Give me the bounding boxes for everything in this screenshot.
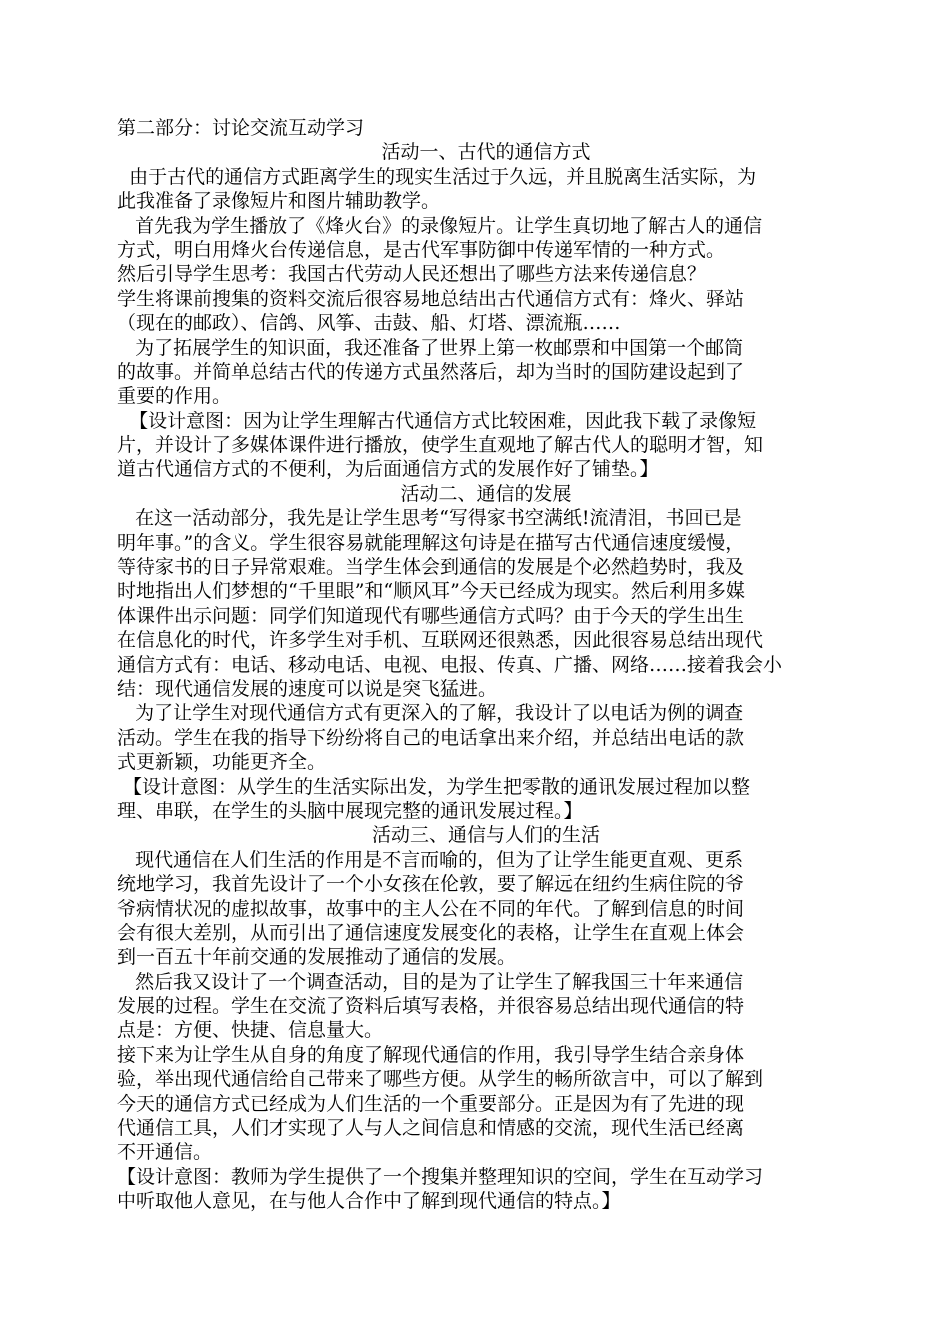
activity-title: 活动三、通信与人们的生活 (371, 824, 600, 847)
paragraph-line: 道古代通信方式的不便利，为后面通信方式的发展作好了铺垫。】 (117, 458, 659, 481)
paragraph-line: （现在的邮政）、信鸽、风筝、击鼓、船、灯塔、漂流瓶…… (117, 312, 621, 335)
paragraph-line: 片，并设计了多媒体课件进行播放，使学生直观地了解古代人的聪明才智，知 (117, 434, 764, 457)
paragraph-line: 活动。学生在我的指导下纷纷将自己的电话拿出来介绍，并总结出电话的款 (117, 726, 745, 749)
paragraph-line: 爷病情状况的虚拟故事，故事中的主人公在不同的年代。了解到信息的时间 (117, 897, 745, 920)
document-page (117, 116, 855, 1214)
paragraph-line: 到一百五十年前交通的发展推动了通信的发展。 (117, 946, 517, 969)
paragraph-line: 点是：方便、快捷、信息量大。 (117, 1019, 384, 1042)
paragraph-line: 等待家书的日子异常艰难。当学生体会到通信的发展是个必然趋势时，我及 (117, 556, 745, 579)
paragraph-line: 式更新颖，功能更齐全。 (117, 751, 327, 774)
paragraph-line: 【设计意图：从学生的生活实际出发，为学生把零散的通讯发展过程加以整 (117, 775, 751, 798)
paragraph-line: 为了让学生对现代通信方式有更深入的了解，我设计了以电话为例的调查 (117, 702, 744, 725)
paragraph-line: 中听取他人意见，在与他人合作中了解到现代通信的特点。】 (117, 1190, 621, 1213)
paragraph-line: 在信息化的时代，许多学生对手机、互联网还很熟悉，因此很容易总结出现代 (117, 629, 764, 652)
paragraph-line: 接下来为让学生从自身的角度了解现代通信的作用，我引导学生结合亲身体 (117, 1043, 745, 1066)
paragraph-line: 不开通信。 (117, 1141, 213, 1164)
paragraph-line: 学生将课前搜集的资料交流后很容易地总结出古代通信方式有：烽火、驿站 (117, 287, 745, 310)
paragraph-line: 发展的过程。学生在交流了资料后填写表格，并很容易总结出现代通信的特 (117, 995, 745, 1018)
paragraph-line: 体课件出示问题：同学们知道现代有哪些通信方式吗？由于今天的学生出生 (117, 604, 745, 627)
paragraph-line: 为了拓展学生的知识面，我还准备了世界上第一枚邮票和中国第一个邮筒 (117, 336, 744, 359)
paragraph-line: 验，举出现代通信给自己带来了哪些方便。从学生的畅所欲言中，可以了解到 (117, 1068, 764, 1091)
activity-title: 活动一、古代的通信方式 (381, 141, 591, 164)
paragraph-line: 首先我为学生播放了《烽火台》的录像短片。让学生真切地了解古人的通信 (117, 214, 763, 237)
paragraph-line: 代通信工具，人们才实现了人与人之间信息和情感的交流，现代生活已经离 (117, 1117, 745, 1140)
paragraph-line: 统地学习，我首先设计了一个小女孩在伦敦，要了解远在纽约生病住院的爷 (117, 873, 745, 896)
paragraph-line: 此我准备了录像短片和图片辅助教学。 (117, 190, 441, 213)
paragraph-line: 的故事。并简单总结古代的传递方式虽然落后，却为当时的国防建设起到了 (117, 360, 745, 383)
paragraph-line: 明年事。”的含义。学生很容易就能理解这句诗是在描写古代通信速度缓慢， (117, 531, 745, 554)
paragraph-line: 今天的通信方式已经成为人们生活的一个重要部分。正是因为有了先进的现 (117, 1092, 745, 1115)
paragraph-line: 然后我又设计了一个调查活动，目的是为了让学生了解我国三十年来通信 (117, 970, 744, 993)
paragraph-line: 结：现代通信发展的速度可以说是突飞猛进。 (117, 677, 498, 700)
paragraph-line: 通信方式有：电话、移动电话、电视、电报、传真、广播、网络……接着我会小 (117, 653, 783, 676)
paragraph-line: 由于古代的通信方式距离学生的现实生活过于久远，并且脱离生活实际，为 (117, 165, 757, 188)
paragraph-line: 会有很大差别，从而引出了通信速度发展变化的表格，让学生在直观上体会 (117, 921, 745, 944)
section-heading: 第二部分：讨论交流互动学习 (117, 117, 365, 139)
paragraph-line: 方式，明白用烽火台传递信息，是古代军事防御中传递军情的一种方式。 (117, 238, 726, 261)
paragraph-line: 时地指出人们梦想的“千里眼”和“顺风耳”今天已经成为现实。然后利用多媒 (117, 580, 745, 603)
activity-title: 活动二、通信的发展 (400, 482, 572, 505)
paragraph-line: 理、串联，在学生的头脑中展现完整的通讯发展过程。】 (117, 799, 583, 822)
paragraph-line: 在这一活动部分，我先是让学生思考“写得家书空满纸!流清泪，书回已是 (117, 507, 742, 530)
paragraph-line: 现代通信在人们生活的作用是不言而喻的，但为了让学生能更直观、更系 (117, 848, 744, 871)
paragraph-line: 然后引导学生思考：我国古代劳动人民还想出了哪些方法来传递信息？ (117, 263, 707, 286)
paragraph-line: 【设计意图：教师为学生提供了一个搜集并整理知识的空间，学生在互动学习 (117, 1165, 764, 1188)
paragraph-line: 【设计意图：因为让学生理解古代通信方式比较困难，因此我下载了录像短 (117, 409, 757, 432)
paragraph-line: 重要的作用。 (117, 385, 232, 408)
